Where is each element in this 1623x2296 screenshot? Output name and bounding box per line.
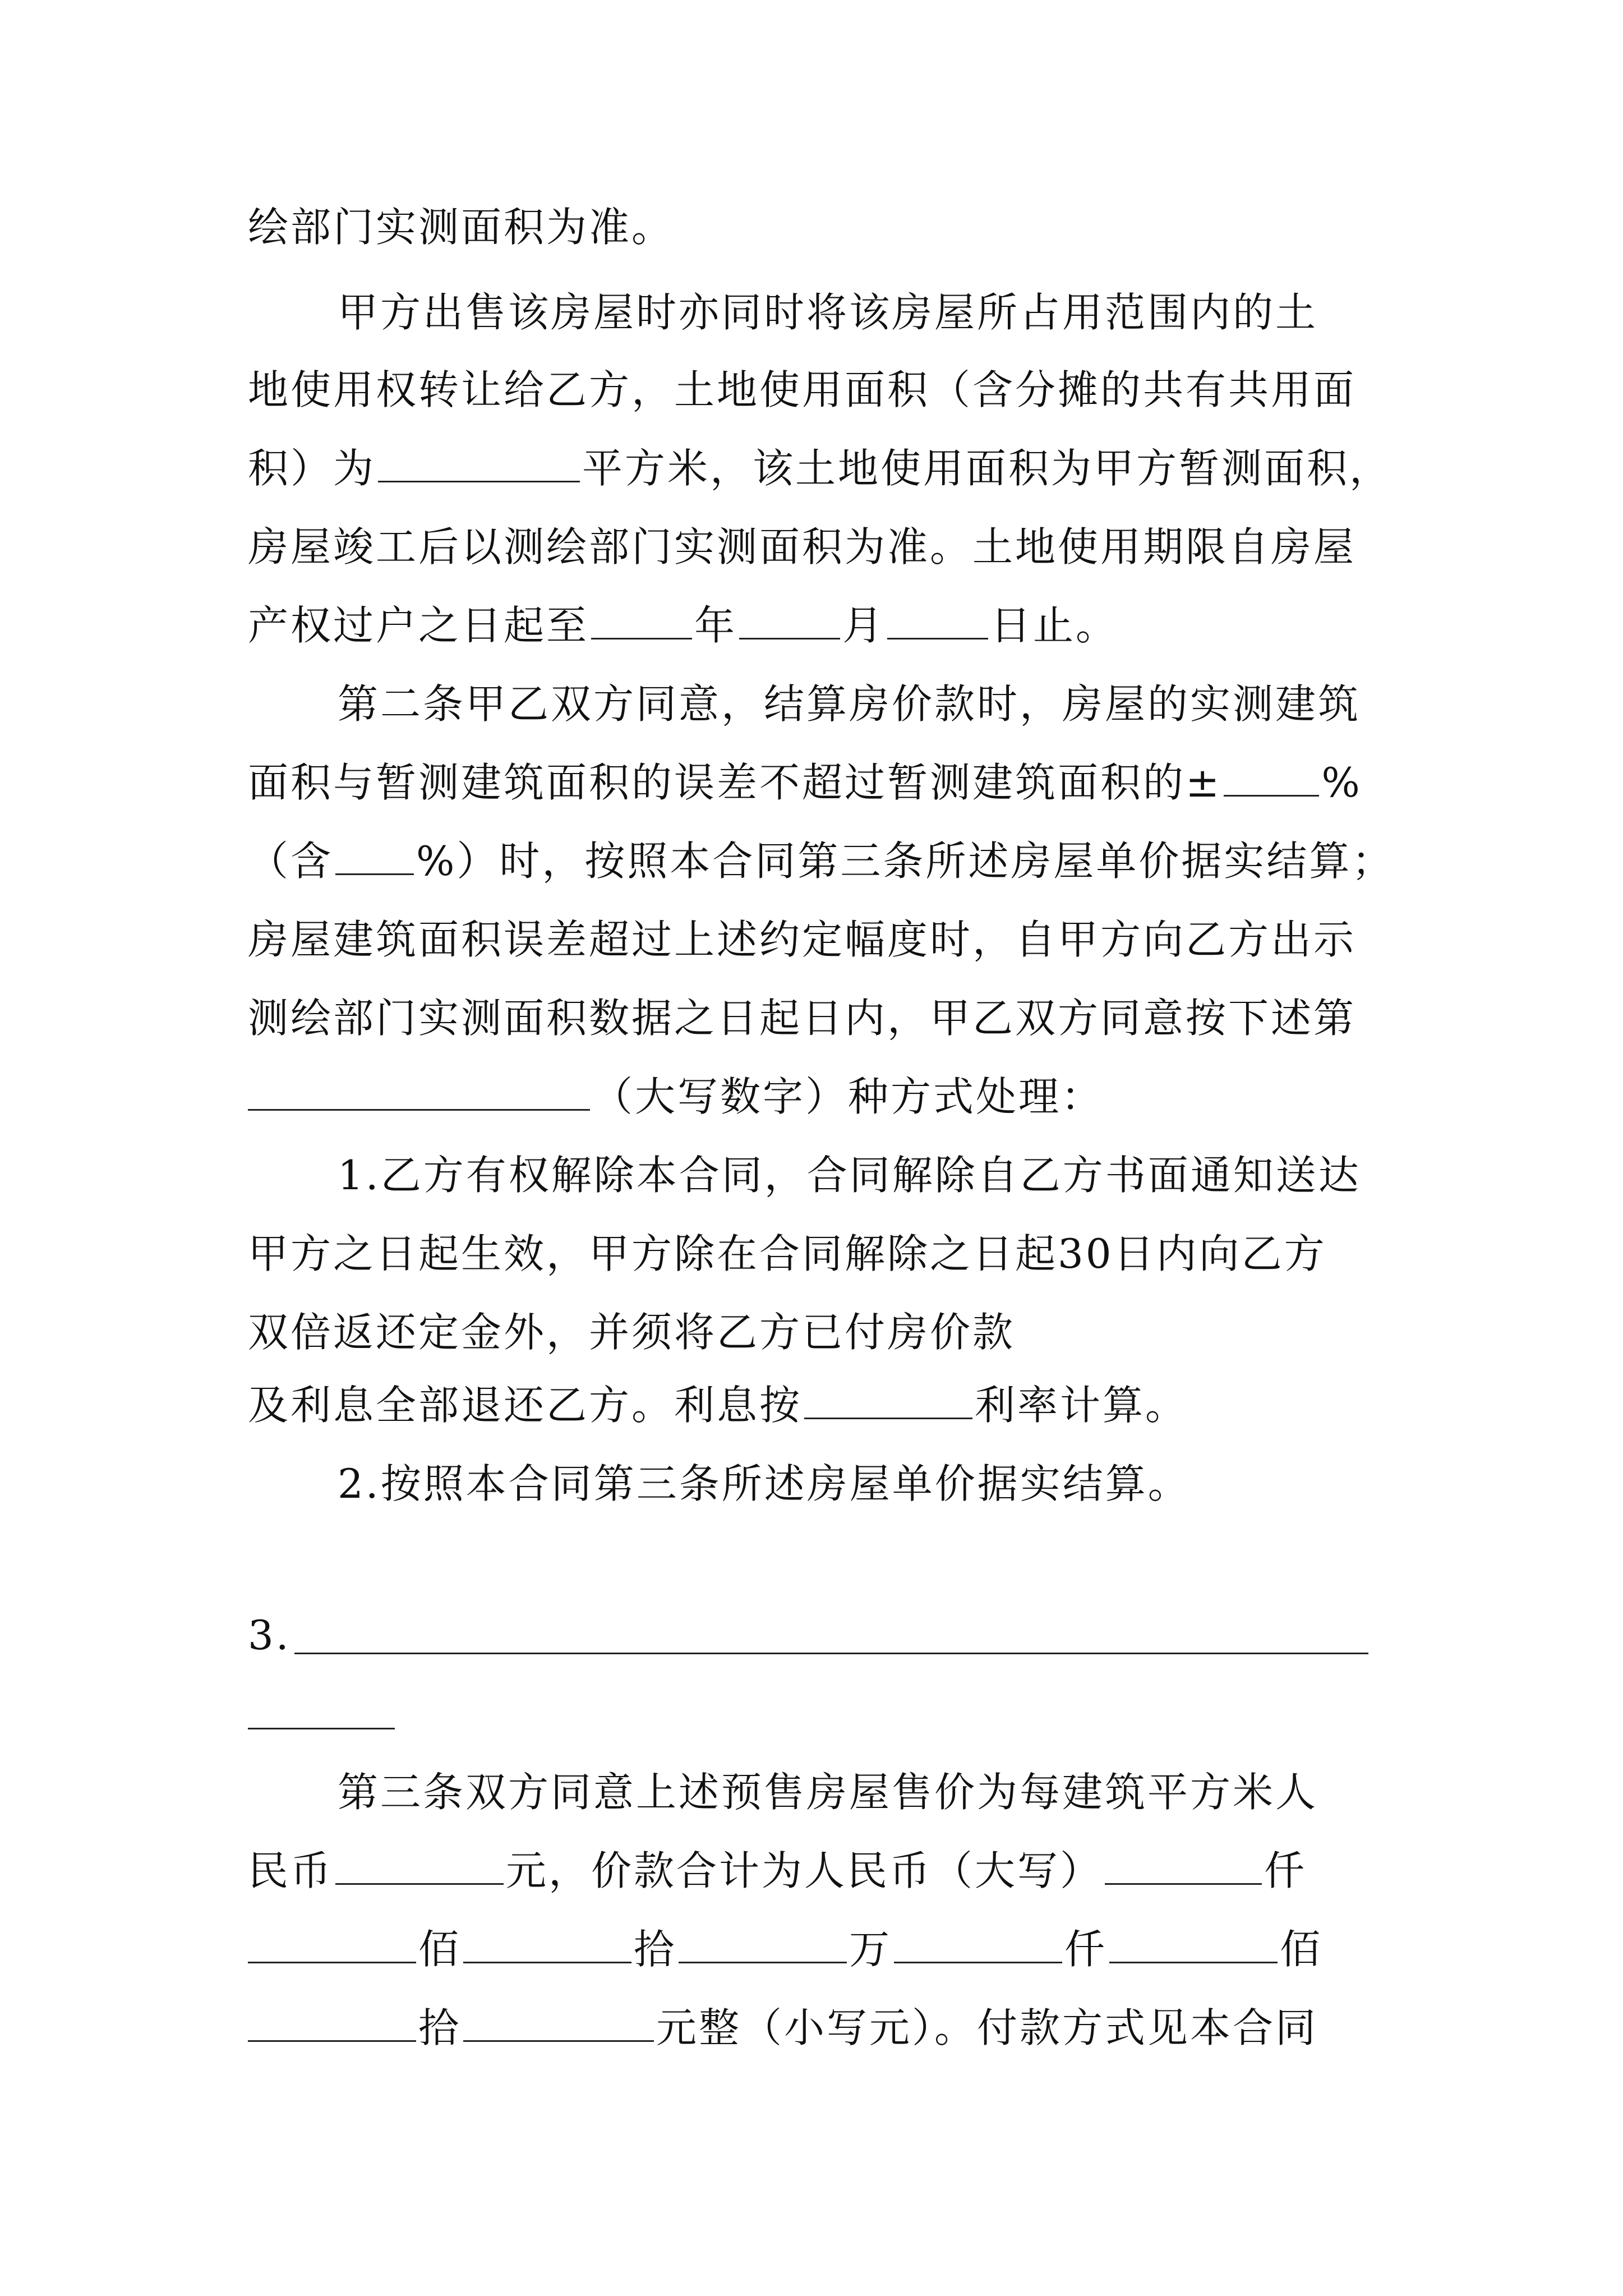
text-line-15: 双倍返还定金外，并须将乙方已付房价款 [248,1309,1016,1356]
fill-blank-amount-yuan[interactable] [463,2003,654,2042]
text-line-10: 房屋建筑面积误差超过上述约定幅度时，自甲方向乙方出示 [248,916,1357,963]
text-line-4: 积）为 平方米，该土地使用面积为甲方暂测面积， [248,445,1393,492]
fill-blank-amount-qian[interactable] [894,1925,1062,1963]
fill-blank-option-3-continued[interactable] [248,1728,395,1729]
text-line-6: 产权过户之日起至 年 月 日止。 [248,602,1119,649]
fill-blank-inclusive-percent[interactable] [335,836,414,875]
text-line-22: 拾 元整（小写元）。付款方式见本合同 [248,1997,1381,2059]
fill-blank-method-number[interactable] [248,1072,590,1111]
text-line-17: 2.按照本合同第三条所述房屋单价据实结算。 [338,1460,1191,1507]
fill-blank-month[interactable] [739,601,840,639]
fill-blank-year[interactable] [591,601,692,639]
text-line-14: 甲方之日起生效，甲方除在合同解除之日起30日内向乙方 [248,1230,1327,1277]
text-line-19: 第三条双方同意上述预售房屋售价为每建筑平方米人 [338,1769,1318,1816]
text-line-3: 地使用权转让给乙方，土地使用面积（含分摊的共有共用面 [248,366,1357,413]
fill-blank-interest-rate[interactable] [804,1381,972,1419]
fill-blank-amount-shi-wan[interactable] [463,1925,631,1963]
fill-blank-unit-price[interactable] [335,1846,504,1885]
text-line-9: （含 %）时，按照本合同第三条所述房屋单价据实结算； [248,838,1395,885]
fill-blank-error-percent[interactable] [1224,758,1319,797]
text-line-2: 甲方出售该房屋时亦同时将该房屋所占用范围内的土 [338,289,1318,336]
text-line-5: 房屋竣工后以测绘部门实测面积为准。土地使用期限自房屋 [248,523,1357,570]
fill-blank-amount-wan[interactable] [679,1925,847,1963]
fill-blank-amount-bai[interactable] [1109,1925,1278,1963]
text-line-16: 及利息全部退还乙方。利息按 利率计算。 [248,1382,1188,1429]
fill-blank-amount-shi[interactable] [248,2003,416,2042]
fill-blank-day[interactable] [887,601,988,639]
text-line-18: 3. [248,1612,291,1659]
fill-blank-land-area[interactable] [378,444,580,482]
text-line-13: 1.乙方有权解除本合同，合同解除自乙方书面通知送达 [338,1152,1361,1199]
fill-blank-amount-qian-wan[interactable] [1105,1846,1262,1885]
text-line-8: 面积与暂测建筑面积的误差不超过暂测建筑面积的± % [248,759,1362,806]
text-line-7: 第二条甲乙双方同意，结算房价款时，房屋的实测建筑 [338,680,1361,728]
fill-blank-amount-bai-wan[interactable] [248,1925,416,1963]
text-line-12: （大写数字）种方式处理： [248,1066,1381,1128]
text-line-11: 测绘部门实测面积数据之日起日内，甲乙双方同意按下述第 [248,995,1357,1042]
fill-blank-option-3[interactable] [294,1653,1368,1654]
text-line-1: 绘部门实测面积为准。 [248,204,675,251]
text-line-20: 民币 元，价款合计为人民币（大写） 仟 [248,1847,1307,1894]
text-line-21: 佰 拾 万 仟 佰 [248,1918,1381,1980]
